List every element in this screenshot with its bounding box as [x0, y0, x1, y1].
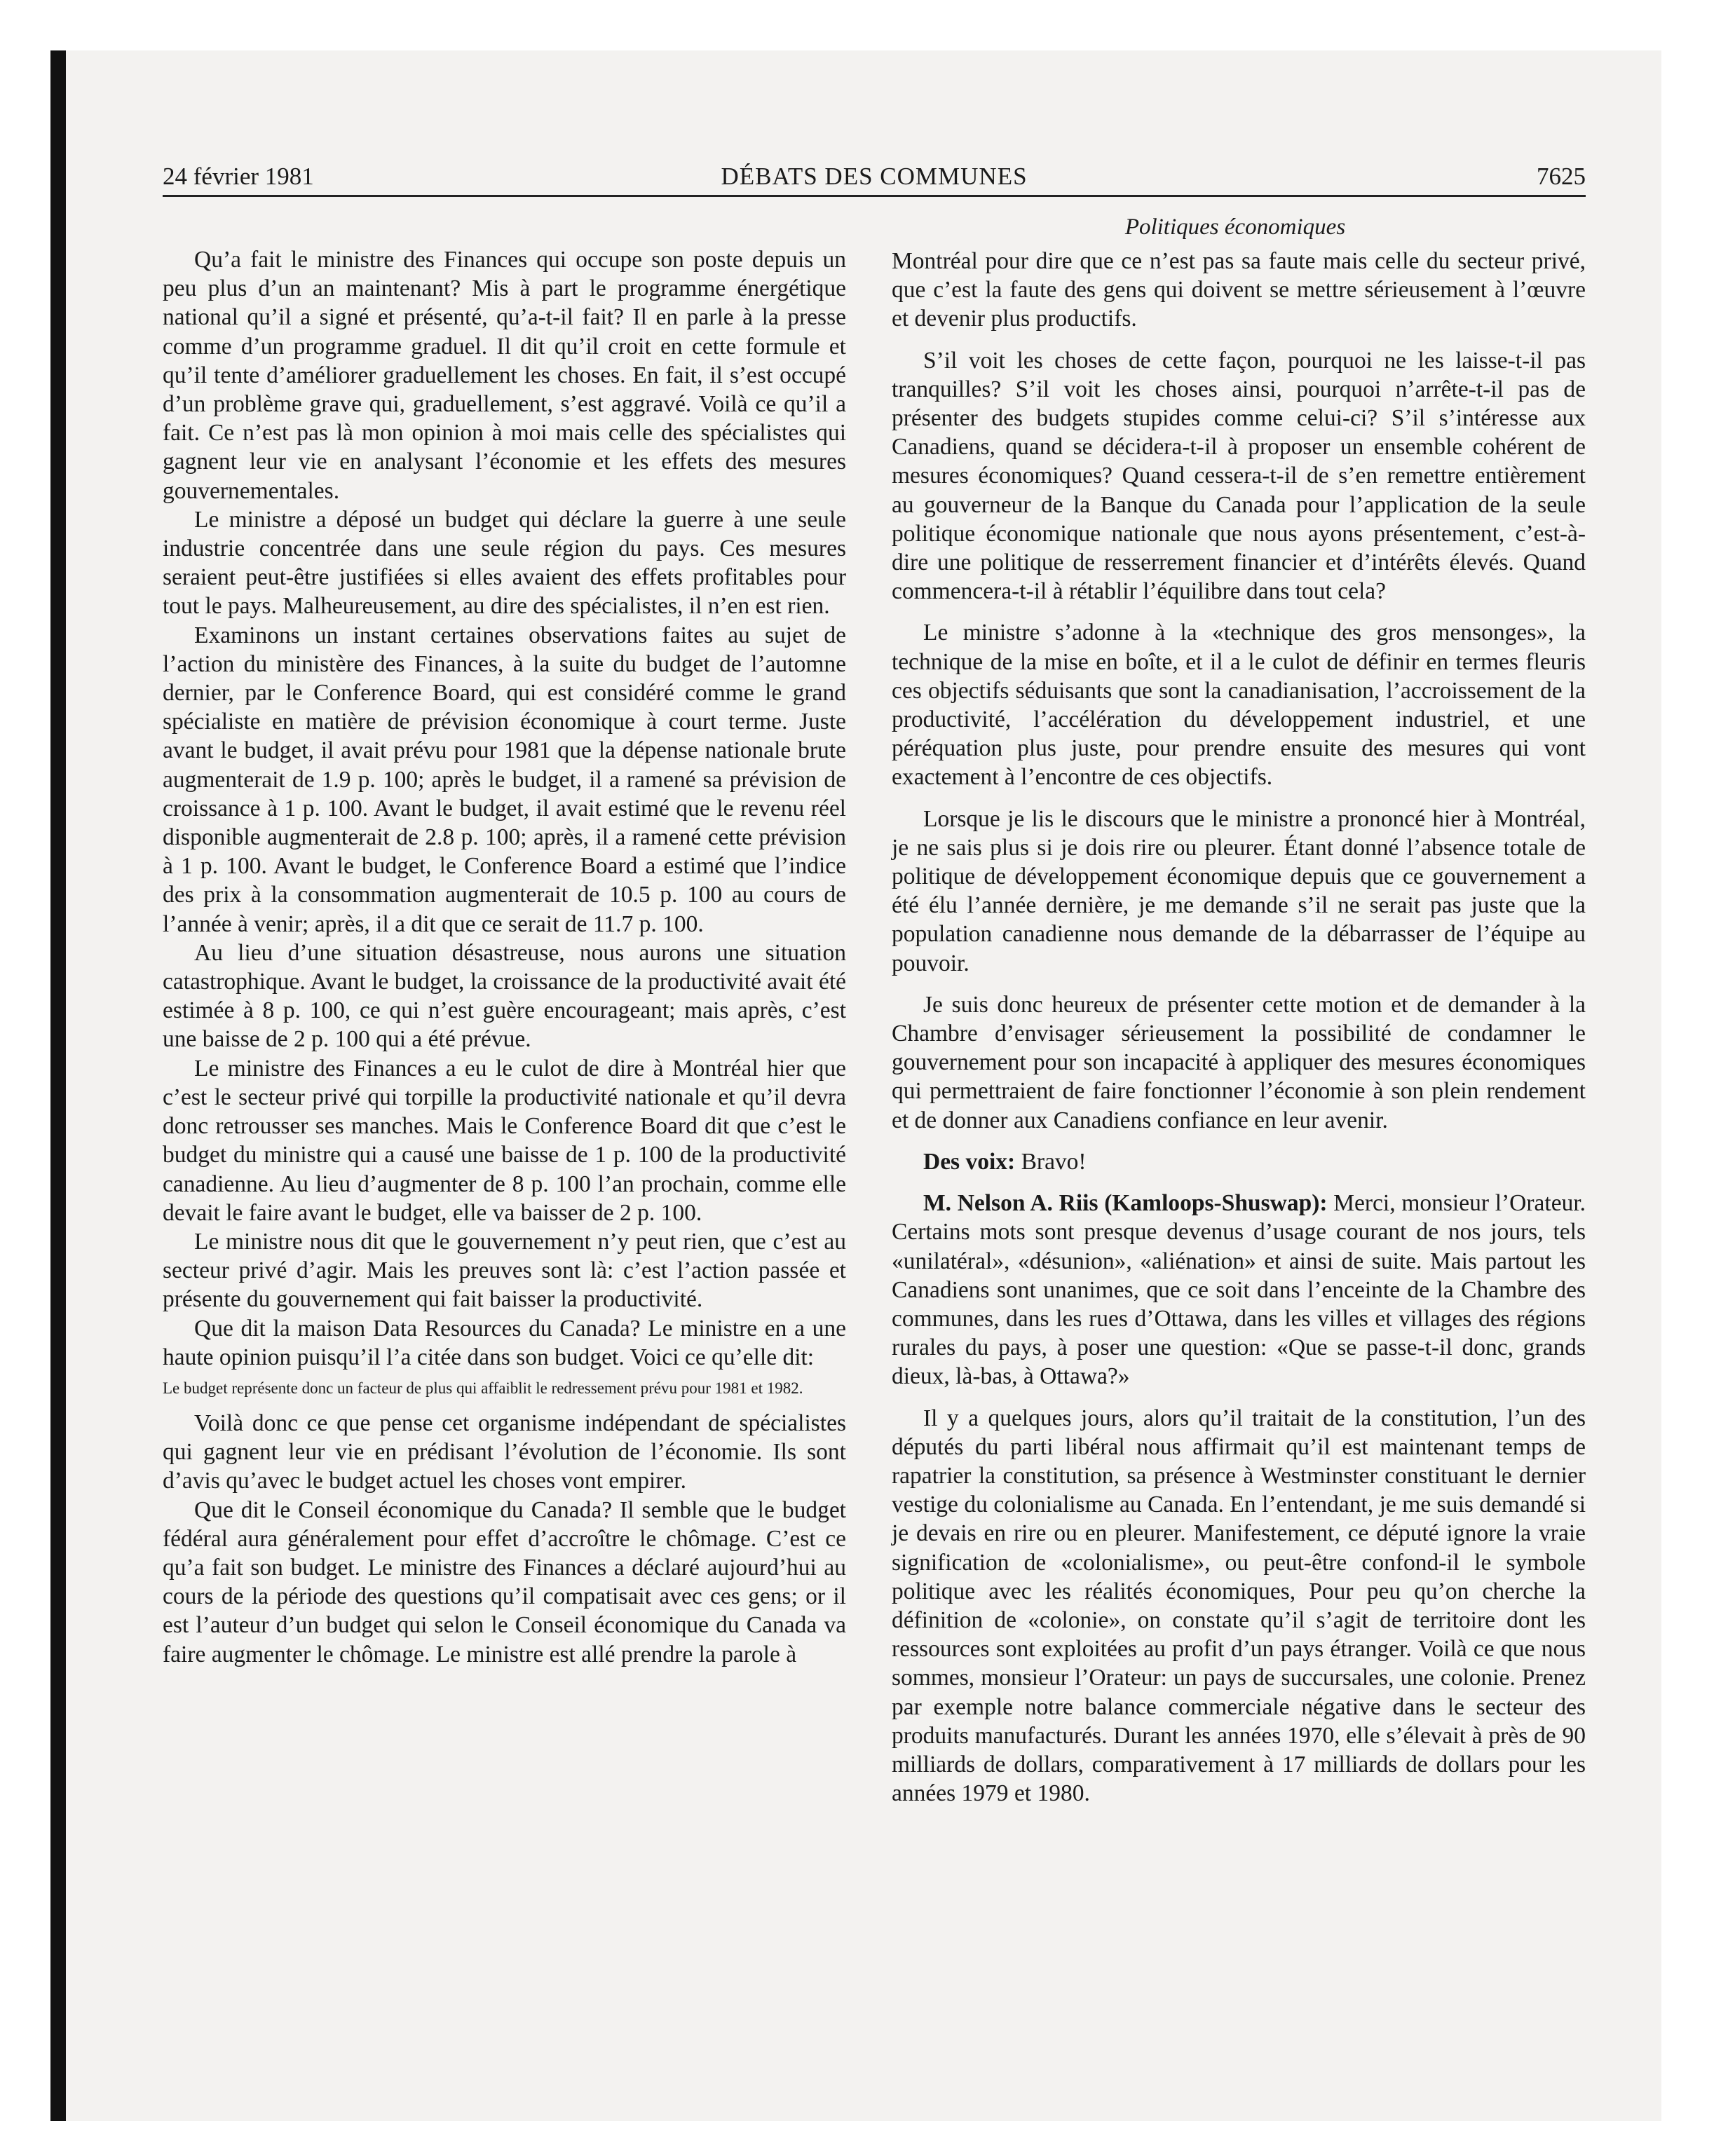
paragraph: Examinons un instant certaines observations faites au sujet de l’action du ministère des Finances, à la suite du budget de l’automne dernier, par le Conference Board, qui est considéré comme le grand spécialiste en matière de prévision économique à court terme. Juste avant le budget, il avait prévu pour 1981 que la dépense nationale brute augmenterait de 1.9 p. 100; après le budget, il a ramené sa prévision de croissance à 1 p. 100. Avant le budget, il avait estimé que le revenu réel disponible augmenterait de 2.8 p. 100; après, il a ramené cette prévision à 1 p. 100. Avant le budget, le Conference Board a estimé que l’indice des prix à la consommation augmenterait de 10.5 p. 100 au cours de l’année à venir; après, il a dit que ce serait de 11.7 p. 100.: [163, 622, 846, 937]
paragraph: Le ministre des Finances a eu le culot de dire à Montréal hier que c’est le secteur privé qui torpille la productivité nationale et qu’il devra donc retrousser ses manches. Mais le Conference Board dit que c’est le budget du ministre qui a causé une baisse de 1 p. 100 de la productivité canadienne. Au lieu d’augmenter de 8 p. 100 l’an prochain, comme elle devait le faire avant le budget, elle va baisser de 2 p. 100.: [163, 1055, 846, 1226]
paragraph: Le ministre nous dit que le gouvernement n’y peut rien, que c’est au secteur privé d’agir. Mais les preuves sont là: c’est l’action passée et présente du gouvernement qui fait baisser la productivité.: [163, 1228, 846, 1313]
page-number: 7625: [1537, 163, 1586, 190]
paragraph: Le ministre s’adonne à la «technique des gros mensonges», la technique de la mise en boîte, et il a le culot de définir en termes fleuris ces objectifs séduisants que sont la canadianisation, l’accroissement de la productivité, l’accélération du développement industriel, et une péréquation plus juste, pour prendre ensuite des mesures qui vont exactement à l’encontre de ces objectifs.: [892, 620, 1586, 791]
paragraph: Il y a quelques jours, alors qu’il traitait de la constitution, l’un des députés du parti libéral nous affirmait qu’il est maintenant temps de rapatrier la constitution, sa présence à Westminster constituant le dernier vestige du colonialisme au Canada. En l’entendant, je me suis demandé si je devais en rire ou en pleurer. Manifestement, ce député ignore la vraie signification de «colonialisme», ou peut-être confond-il le symbole politique avec les réalités économiques, Pour peu qu’on cherche la définition de «colonie», on constate qu’il s’agit de territoire dont les ressources sont exploitées au profit d’un pays étranger. Voilà ce que nous sommes, monsieur l’Orateur: un pays de succursales, une colonie. Prenez par exemple notre balance commerciale négative dans le secteur des produits manufacturés. Durant les années 1970, elle s’élevait à près de 90 milliards de dollars, comparativement à 17 milliards de dollars pour les années 1979 et 1980.: [892, 1405, 1586, 1807]
binding-edge: [50, 50, 66, 2121]
header-title: DÉBATS DES COMMUNES: [721, 163, 1028, 190]
speech-text: Merci, monsieur l’Orateur. Certains mots sont presque devenus d’usage courant de nos jours, tels «unilatéral», «désunion», «aliénation» et ainsi de suite. Mais partout les Canadiens sont unanimes, que ce soit dans l’enceinte de la Chambre des communes, dans les rues d’Ottawa, dans les villes et villages des régions rurales du pays, à poser une question: «Que se passe-t-il donc, grands dieux, là-bas, à Ottawa?»: [892, 1190, 1586, 1390]
header-rule: [163, 195, 1586, 197]
paragraph: S’il voit les choses de cette façon, pourquoi ne les laisse-t-il pas tranquilles? S’il voit les choses ainsi, pourquoi n’arrête-t-il pas de présenter des budgets stupides comme celui-ci? S’il s’intéresse aux Canadiens, quand se décidera-t-il à proposer un ensemble cohérent de mesures économiques? Quand cessera-t-il de s’en remettre entièrement au gouverneur de la Banque du Canada pour l’application de la seule politique économique nationale que nous ayons présentement, c’est-à-dire une politique de resserrement financier et d’intérêts élevés. Quand commencera-t-il à rétablir l’équilibre dans tout cela?: [892, 347, 1586, 605]
interjection-text: Bravo!: [1015, 1148, 1087, 1175]
paragraph: Que dit la maison Data Resources du Canada? Le ministre en a une haute opinion puisqu’il l’a citée dans son budget. Voici ce qu’elle dit:: [163, 1315, 846, 1370]
header-date: 24 février 1981: [163, 163, 314, 190]
page-header: [163, 160, 1586, 193]
right-column: [892, 247, 1586, 1820]
speech: [892, 1189, 1586, 1391]
paragraph: Qu’a fait le ministre des Finances qui occupe son poste depuis un peu plus d’un an maintenant? Mis à part le programme énergétique national qu’il a signé et présenté, qu’a-t-il fait? Il en parle à la presse comme d’un programme graduel. Il dit qu’il croit en cette formule et qu’il tente d’améliorer graduellement les choses. En fait, il s’est occupé d’un problème grave qui, graduellement, s’est aggravé. Voilà ce qu’il a fait. Ce n’est pas là mon opinion à moi mais celle des spécialistes qui gagnent leur vie en analysant l’économie et les effets des mesures gouvernementales.: [163, 247, 846, 504]
left-column: [163, 245, 846, 1669]
block-quote: Le budget représente donc un facteur de plus qui affaiblit le redressement prévu pour 1981 et 1982.: [163, 1379, 803, 1397]
speaker-name: Des voix:: [923, 1148, 1016, 1175]
interjection: [892, 1147, 1586, 1176]
speaker-name: M. Nelson A. Riis (Kamloops-Shuswap):: [923, 1190, 1328, 1217]
paragraph: Voilà donc ce que pense cet organisme indépendant de spécialistes qui gagnent leur vie en prédisant l’évolution de l’économie. Ils sont d’avis qu’avec le budget actuel les choses vont empirer.: [163, 1410, 846, 1494]
paragraph: Je suis donc heureux de présenter cette motion et de demander à la Chambre d’envisager sérieusement la possibilité de condamner le gouvernement pour son incapacité à appliquer des mesures économiques qui permettraient de faire fonctionner l’économie à son plein rendement et de donner aux Canadiens confiance en leur avenir.: [892, 991, 1586, 1133]
paragraph: Lorsque je lis le discours que le ministre a prononcé hier à Montréal, je ne sais plus si je dois rire ou pleurer. Étant donné l’absence totale de politique de développement économique depuis que ce gouvernement a été élu l’année dernière, je me demande s’il ne serait pas juste que la population canadienne nous demande de la débarrasser de l’équipe au pouvoir.: [892, 805, 1586, 976]
paragraph: Au lieu d’une situation désastreuse, nous aurons une situation catastrophique. Avant le budget, la croissance de la productivité avait été estimée à 8 p. 100, ce qui n’est guère encourageant; mais après, c’est une baisse de 2 p. 100 qui a été prévue.: [163, 939, 846, 1053]
section-title: Politiques économiques: [1124, 214, 1346, 240]
paragraph: Montréal pour dire que ce n’est pas sa faute mais celle du secteur privé, que c’est la faute des gens qui doivent se mettre sérieusement à l’œuvre et devenir plus productifs.: [892, 248, 1586, 332]
paragraph: Le ministre a déposé un budget qui déclare la guerre à une seule industrie concentrée dans une seule région du pays. Ces mesures seraient peut-être justifiées si elles avaient des effets profitables pour tout le pays. Malheureusement, au dire des spécialistes, il n’en est rien.: [163, 506, 846, 620]
paragraph: Que dit le Conseil économique du Canada? Il semble que le budget fédéral aura généralement pour effet d’accroître le chômage. C’est ce qu’a fait son budget. Le ministre des Finances a déclaré aujourd’hui au cours de la période des questions qu’il compatisait avec ces gens; or il est l’auteur d’un budget qui selon le Conseil économique du Canada va faire augmenter le chômage. Le ministre est allé prendre la parole à: [163, 1496, 846, 1667]
